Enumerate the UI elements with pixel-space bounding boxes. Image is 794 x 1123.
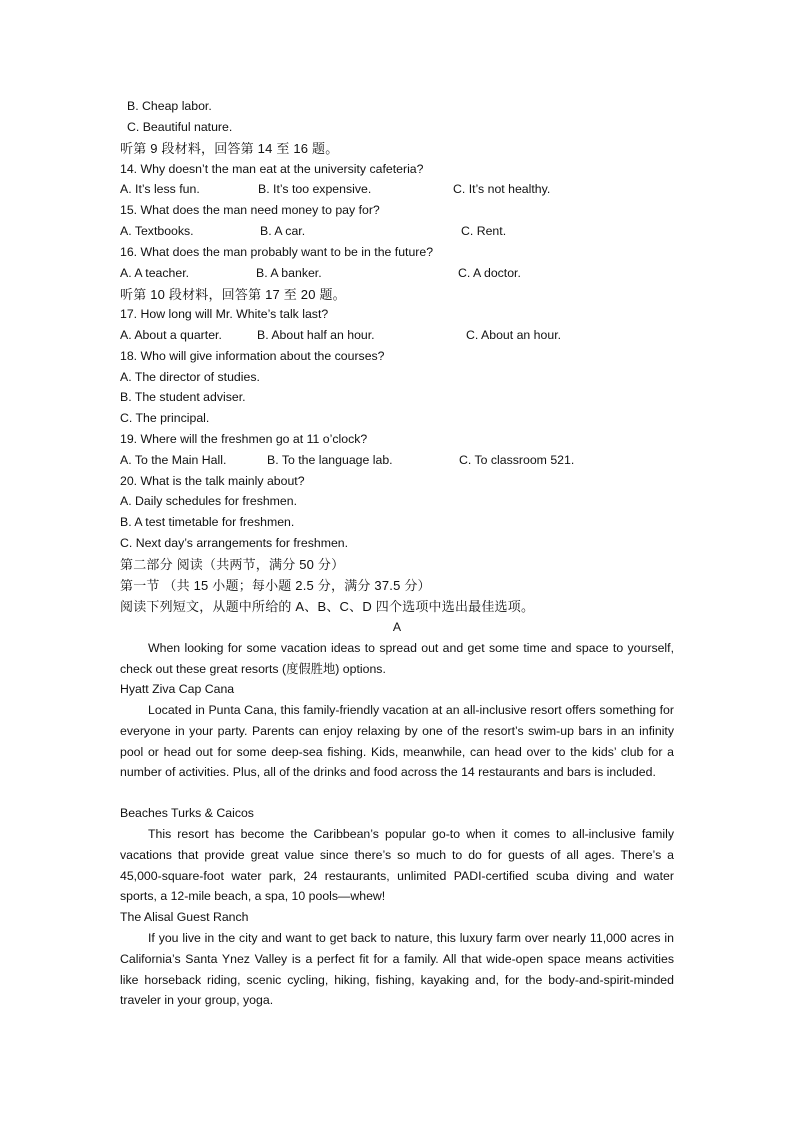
q18-option-c: C. The principal. <box>120 411 210 425</box>
q14-option-c: C. It’s not healthy. <box>453 182 551 196</box>
q19-question: 19. Where will the freshmen go at 11 o’clock? <box>120 432 368 446</box>
q19-option-c: C. To classroom 521. <box>459 453 575 467</box>
q20-option-a: A. Daily schedules for freshmen. <box>120 494 298 508</box>
q14-option-a: A. It’s less fun. <box>120 182 200 196</box>
q17-option-a: A. About a quarter. <box>120 328 222 342</box>
reading-part-title: 第二部分 阅读（共两节，满分 50 分） <box>120 557 345 572</box>
q18-option-b: B. The student adviser. <box>120 390 246 404</box>
resort-heading: Beaches Turks & Caicos <box>120 806 254 820</box>
resort-heading: The Alisal Guest Ranch <box>120 910 249 924</box>
reading-instruction: 阅读下列短文，从题中所给的 A、B、C、D 四个选项中选出最佳选项。 <box>120 599 535 614</box>
q16-question: 16. What does the man probably want to be in the future? <box>120 245 434 259</box>
passage-intro: When looking for some vacation ideas to spread out and get some time and space to yourself, check out these great resorts (度假胜地) options. <box>120 641 674 676</box>
resort-description: This resort has become the Caribbean’s popular go-to when it comes to all-inclusive family vacations that provide great value since there’s so much to do for guests of all ages. There’s a 45,000-square-foot water park, 24 restaurants, unlimited PADI-certified scuba diving and water sports, a 12-mile beach, a spa, 10 pools—whew! <box>120 827 674 904</box>
q20-question: 20. What is the talk mainly about? <box>120 474 305 488</box>
reading-section-title: 第一节 （共 15 小题；每小题 2.5 分，满分 37.5 分） <box>120 578 431 593</box>
q13-option-c: C. Beautiful nature. <box>127 120 233 134</box>
section10-intro: 听第 10 段材料，回答第 17 至 20 题。 <box>120 287 346 302</box>
q15-option-a: A. Textbooks. <box>120 224 194 238</box>
q18-option-a: A. The director of studies. <box>120 370 260 384</box>
q19-option-b: B. To the language lab. <box>267 453 393 467</box>
q17-option-c: C. About an hour. <box>466 328 562 342</box>
resort-description: If you live in the city and want to get back to nature, this luxury farm over nearly 11,000 acres in California’s Santa Ynez Valley is a perfect fit for a family. All that wide-open space means activities like horseback riding, scenic cycling, hiking, fishing, kayaking and, for the body-and-spirit-minded traveler in your group, yoga. <box>120 931 674 1008</box>
q16-option-b: B. A banker. <box>256 266 322 280</box>
passage-label: A <box>392 620 402 634</box>
resort-description: Located in Punta Cana, this family-friendly vacation at an all-inclusive resort offers something for everyone in your party. Parents can enjoy relaxing by one of the resort’s swim-up bars in an infinity pool or head out for some deep-sea fishing. Kids, meanwhile, can head over to the kids’ club for a number of activities. Plus, all of the drinks and food across the 14 restaurants and bars is included. <box>120 703 674 780</box>
q15-option-b: B. A car. <box>260 224 306 238</box>
q15-question: 15. What does the man need money to pay for? <box>120 203 380 217</box>
q20-option-c: C. Next day’s arrangements for freshmen. <box>120 536 349 550</box>
q14-question: 14. Why doesn’t the man eat at the university cafeteria? <box>120 162 424 176</box>
q16-option-c: C. A doctor. <box>458 266 521 280</box>
resort-heading: Hyatt Ziva Cap Cana <box>120 682 235 696</box>
q16-option-a: A. A teacher. <box>120 266 190 280</box>
q13-option-b: B. Cheap labor. <box>127 99 212 113</box>
q17-question: 17. How long will Mr. White’s talk last? <box>120 307 329 321</box>
q18-question: 18. Who will give information about the courses? <box>120 349 385 363</box>
q19-option-a: A. To the Main Hall. <box>120 453 227 467</box>
q14-option-b: B. It’s too expensive. <box>258 182 372 196</box>
section9-intro: 听第 9 段材料，回答第 14 至 16 题。 <box>120 141 339 156</box>
q15-option-c: C. Rent. <box>461 224 507 238</box>
q20-option-b: B. A test timetable for freshmen. <box>120 515 295 529</box>
q17-option-b: B. About half an hour. <box>257 328 375 342</box>
